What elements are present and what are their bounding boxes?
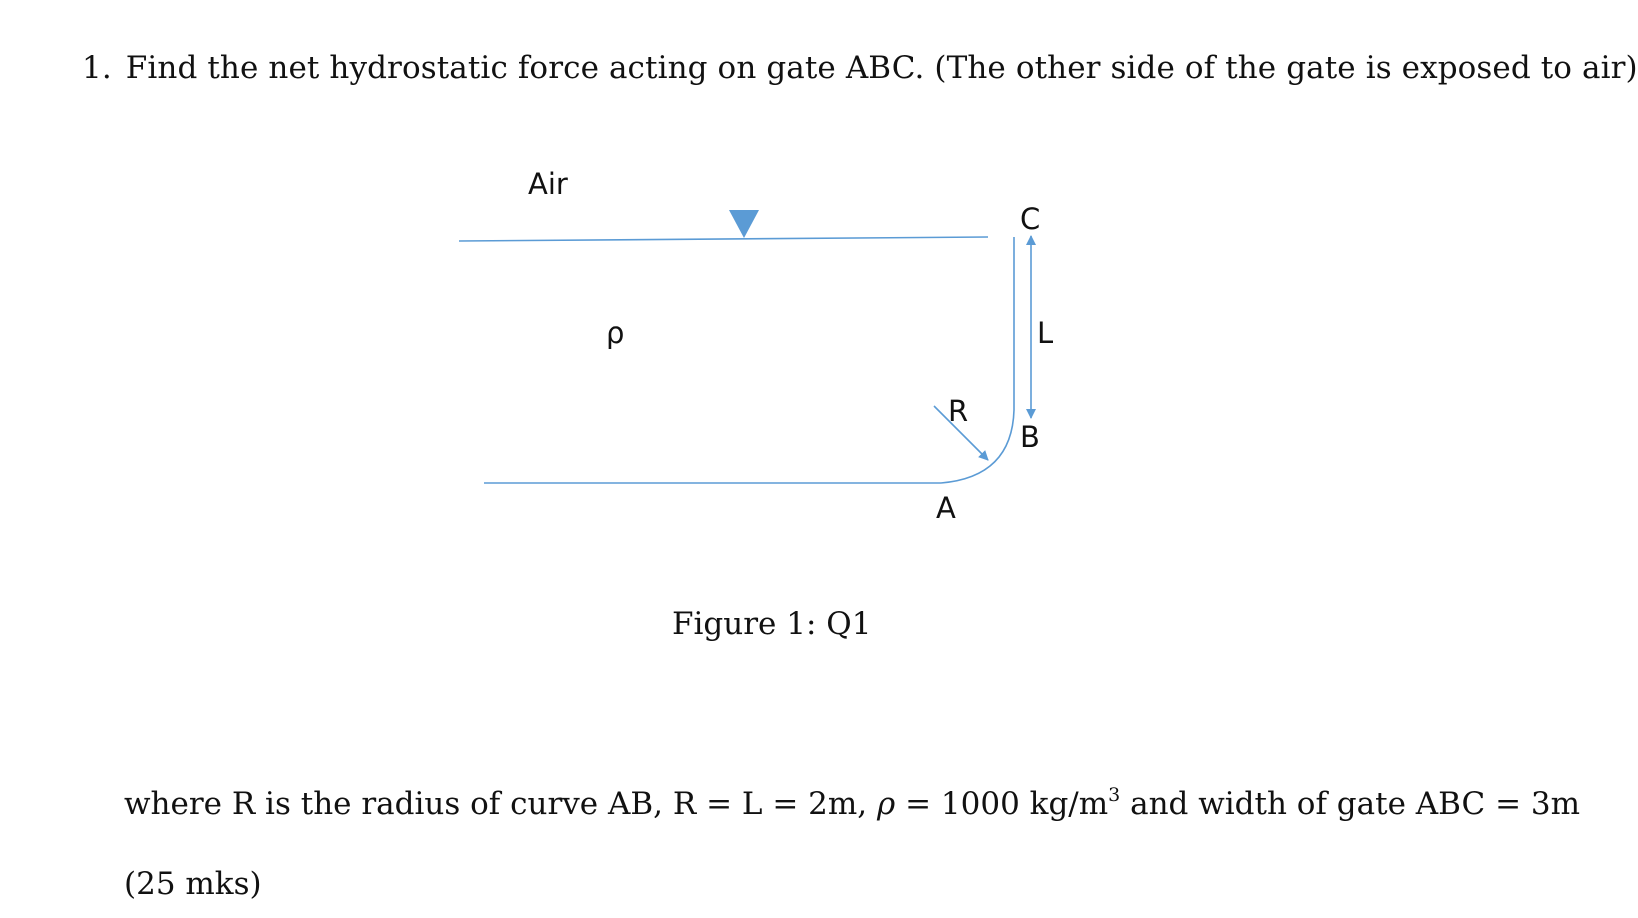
point-c-label: C	[1020, 202, 1041, 236]
givens-density: = 1000 kg/m	[895, 786, 1109, 822]
marks-label: (25 mks)	[124, 866, 262, 902]
givens-suffix: and width of gate ABC = 3m	[1120, 786, 1581, 822]
gate-abc	[941, 237, 1014, 483]
inverted-triangle-icon	[729, 210, 759, 238]
question-text: Find the net hydrostatic force acting on gate ABC. (The other side of the gate is exposed to air)	[125, 50, 1638, 86]
givens-line	[124, 786, 1580, 822]
air-label: Air	[528, 167, 568, 201]
givens-rho: ρ	[877, 786, 896, 822]
free-surface-line	[459, 237, 988, 241]
length-label: L	[1037, 316, 1054, 350]
givens-prefix: where R is the radius of curve AB, R = L = 2m,	[124, 786, 877, 822]
figure-caption: Figure 1: Q1	[672, 606, 872, 642]
question-number: 1.	[82, 50, 112, 86]
rho-label: ρ	[606, 316, 625, 350]
point-a-label: A	[936, 491, 956, 525]
point-b-label: B	[1020, 420, 1040, 454]
radius-label: R	[948, 394, 969, 428]
givens-density-exponent: 3	[1108, 784, 1121, 806]
